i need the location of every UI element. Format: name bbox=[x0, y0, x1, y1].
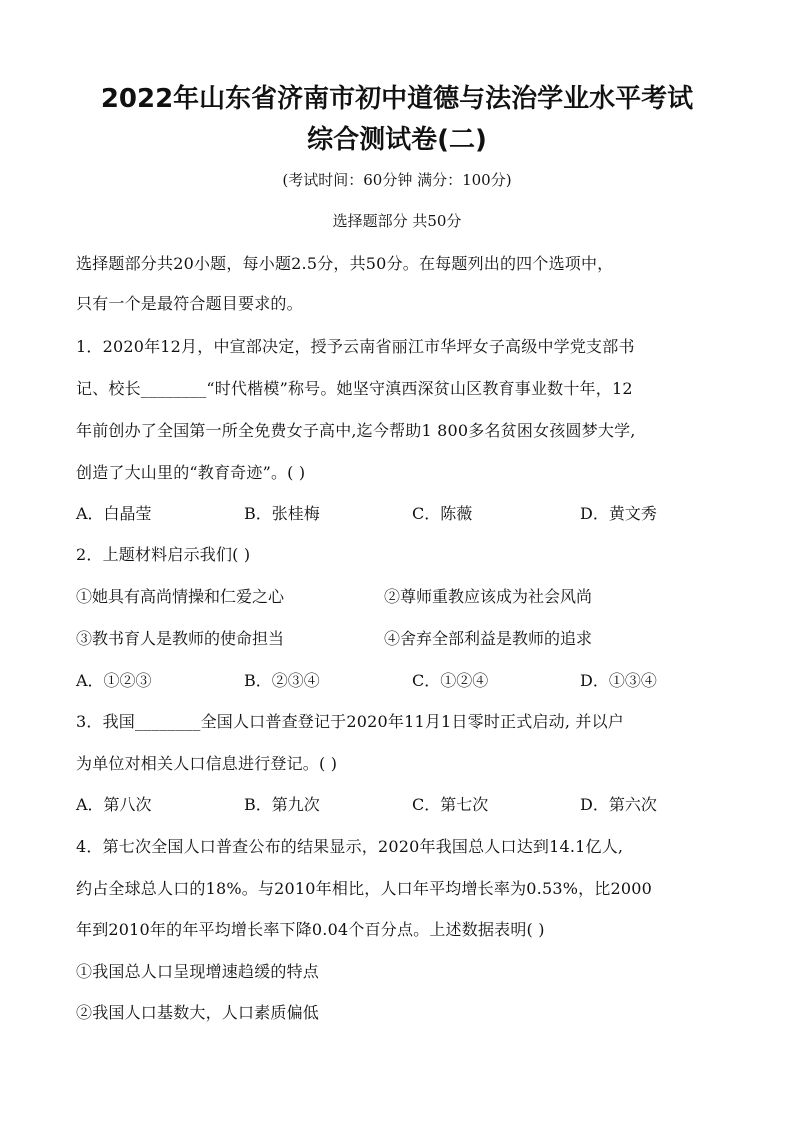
question-2-text: 2．上题材料启示我们( ) bbox=[76, 545, 251, 564]
question-3-text: 3．我国________全国人口普查登记于2020年11月1日零时正式启动, 并以户 bbox=[76, 712, 625, 731]
question-3-option-a: A．第八次 bbox=[76, 795, 152, 814]
question-4-statement-1: ①我国总人口呈现增速趋缓的特点 bbox=[76, 962, 320, 981]
question-3-option-d: D．第六次 bbox=[580, 795, 657, 814]
section-title: 选择题部分 共50分 bbox=[332, 212, 462, 230]
question-2-statement-4: ④舍弃全部利益是教师的追求 bbox=[384, 629, 593, 648]
question-2-option-c: C．①②④ bbox=[412, 671, 489, 690]
question-2-option-d: D．①③④ bbox=[580, 671, 657, 690]
question-1-text: 创造了大山里的“教育奇迹”。( ) bbox=[76, 463, 306, 482]
question-2-statement-1: ①她具有高尚情操和仁爱之心 bbox=[76, 587, 285, 606]
question-1-option-c: C．陈薇 bbox=[412, 504, 473, 523]
question-1-text: 1．2020年12月，中宣部决定，授予云南省丽江市华坪女子高级中学党支部书 bbox=[76, 337, 635, 356]
question-4-statement-2: ②我国人口基数大，人口素质偏低 bbox=[76, 1003, 320, 1022]
question-2-statement-2: ②尊师重教应该成为社会风尚 bbox=[384, 587, 593, 606]
exam-info: (考试时间：60分钟 满分：100分) bbox=[282, 171, 512, 189]
question-1-option-d: D．黄文秀 bbox=[580, 504, 657, 523]
question-4-text: 4．第七次全国人口普查公布的结果显示，2020年我国总人口达到14.1亿人, bbox=[76, 837, 624, 856]
question-4-text: 年到2010年的年平均增长率下降0.04个百分点。上述数据表明( ) bbox=[76, 920, 545, 939]
question-2-option-b: B．②③④ bbox=[244, 671, 320, 690]
instructions-line: 只有一个是最符合题目要求的。 bbox=[76, 294, 303, 313]
question-4-text: 约占全球总人口的18%。与2010年相比，人口年平均增长率为0.53%，比2000 bbox=[76, 879, 653, 898]
question-3-option-b: B．第九次 bbox=[244, 795, 320, 814]
question-2-option-a: A．①②③ bbox=[76, 671, 152, 690]
exam-title-line1: 2022年山东省济南市初中道德与法治学业水平考试 bbox=[100, 84, 694, 114]
question-1-text: 年前创办了全国第一所全免费女子高中,迄今帮助1 800多名贫困女孩圆梦大学, bbox=[76, 421, 636, 440]
question-2-statement-3: ③教书育人是教师的使命担当 bbox=[76, 629, 285, 648]
question-3-option-c: C．第七次 bbox=[412, 795, 489, 814]
exam-title-line2: 综合测试卷(二) bbox=[307, 125, 487, 155]
question-1-option-b: B．张桂梅 bbox=[244, 504, 320, 523]
question-1-option-a: A．白晶莹 bbox=[76, 504, 152, 523]
question-3-text: 为单位对相关人口信息进行登记。( ) bbox=[76, 754, 338, 773]
question-1-text: 记、校长________“时代楷模”称号。她坚守滇西深贫山区教育事业数十年，12 bbox=[76, 379, 633, 398]
instructions-line: 选择题部分共20小题，每小题2.5分，共50分。在每题列出的四个选项中， bbox=[76, 254, 614, 273]
